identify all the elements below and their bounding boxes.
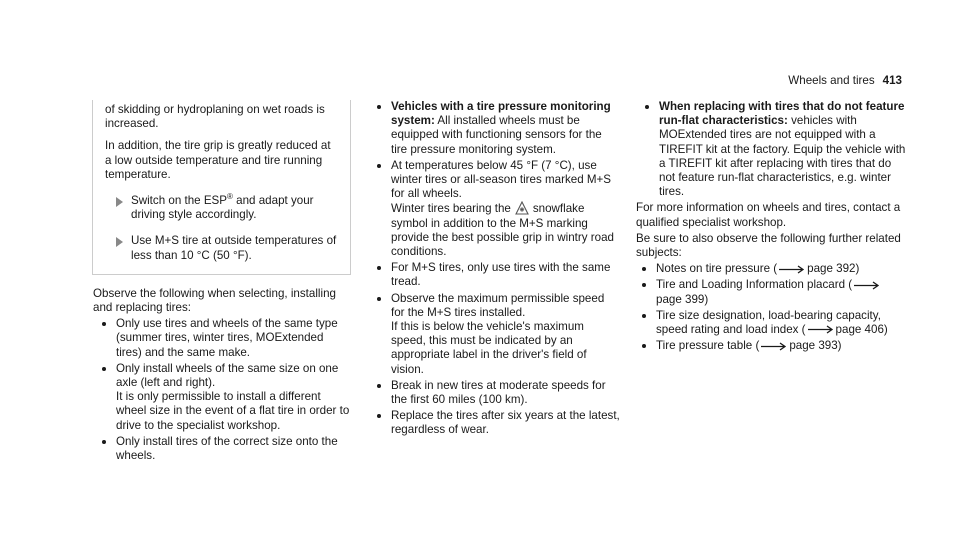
cross-reference-item[interactable] (636, 309, 906, 337)
reference-text: Tire pressure table ( (656, 339, 760, 353)
step-text: and adapt your driving style accordingly. (131, 194, 314, 222)
list-item-heading: When replacing with tires that do not feature run-flat characteristics: (659, 100, 905, 128)
list-item-text: For M+S tires, only use tires with the same tread. (391, 261, 611, 289)
list-item-text: Observe the maximum permissible speed for the M+S tires installed. (391, 291, 605, 319)
list-item (93, 435, 351, 463)
list-item-text: At temperatures below 45 °F (7 °C), use winter tires or all-season tires marked M+S for all wheels. (391, 158, 612, 201)
box-paragraph-1: of skidding or hydroplaning on wet roads is increased. (105, 103, 325, 131)
reference-text: Tire size designation, load-bearing capacity, speed rating and load index ( (656, 308, 881, 337)
action-step-1 (105, 194, 338, 222)
section-title: Wheels and tires (788, 74, 875, 87)
related-subjects-intro: Be sure to also observe the following further related subjects: (636, 231, 901, 260)
list-item-subtext: If this is below the vehicle's maximum speed, this must be indicated by an appropriate label in the driver's field of vision. (391, 320, 587, 376)
list-item-heading: Vehicles with a tire pressure monitoring system: (391, 100, 611, 128)
list-item (368, 261, 620, 289)
list-item-subtext (391, 201, 620, 259)
list-item-text: Break in new tires at moderate speeds for the first 60 miles (100 km). (391, 378, 606, 407)
bullet-icon (377, 105, 381, 109)
list-item-text: Only install tires of the correct size onto the wheels. (116, 434, 338, 463)
cross-reference-item[interactable] (636, 262, 906, 276)
cross-reference-item[interactable] (636, 278, 906, 306)
list-item (93, 362, 351, 433)
subtext-part: snowflake symbol in addition to the M+S marking provide the best possible grip in wintry road conditions. (391, 202, 614, 259)
list-item (368, 379, 620, 407)
reference-close: ) (855, 262, 860, 276)
list-item (368, 292, 620, 377)
arrow-right-icon (854, 281, 880, 290)
page-reference-link[interactable]: page 406 (835, 323, 884, 337)
bullet-icon (102, 322, 106, 326)
page-header (788, 74, 902, 88)
arrow-right-icon (761, 342, 787, 351)
list-item-text: Only use tires and wheels of the same type (summer tires, winter tires, MOExtended tires) and the same make. (116, 317, 338, 359)
box-paragraph-2: In addition, the tire grip is greatly reduced at a low outside temperature and tire running temperature. (105, 139, 331, 181)
list-item-subtext: It is only permissible to install a different wheel size in the event of a flat tire in order to drive to the specialist workshop. (116, 390, 350, 432)
bullet-icon (642, 267, 646, 271)
bullet-list (368, 100, 620, 438)
page-reference-link[interactable]: page 399 (656, 292, 705, 306)
step-text: Use M+S tire at outside temperatures of less than 10 °C (50 °F). (131, 234, 337, 262)
list-item (368, 100, 620, 157)
list-item (368, 409, 620, 437)
list-item-text: Replace the tires after six years at the latest, regardless of wear. (391, 409, 620, 437)
bullet-icon (377, 164, 381, 168)
cross-reference-item[interactable] (636, 339, 906, 353)
bullet-icon (642, 314, 646, 318)
reference-text: Notes on tire pressure ( (656, 262, 778, 276)
action-arrow-icon (116, 237, 123, 247)
arrow-right-icon (808, 325, 834, 334)
bullet-icon (642, 283, 646, 287)
bullet-icon (102, 440, 106, 444)
step-text: Switch on the ESP (131, 194, 228, 208)
list-item (368, 159, 620, 259)
bullet-icon (377, 384, 381, 388)
list-item (93, 317, 351, 360)
page-reference-link[interactable]: page 392 (807, 262, 856, 276)
bullet-icon (377, 414, 381, 418)
reference-close: ) (883, 323, 888, 337)
action-arrow-icon (116, 197, 123, 207)
reference-close: ) (837, 339, 842, 353)
warning-box (92, 100, 351, 275)
bullet-icon (377, 266, 381, 270)
cross-reference-list (636, 262, 906, 353)
page-reference-link[interactable]: page 393 (789, 339, 838, 353)
bullet-icon (642, 344, 646, 348)
reference-close: ) (704, 292, 709, 306)
bullet-icon (645, 105, 649, 109)
intro-paragraph: Observe the following when selecting, installing and replacing tires: (93, 286, 336, 315)
list-item (636, 100, 906, 199)
snowflake-mountain-icon (515, 201, 529, 215)
list-item-text: All installed wheels must be equipped with functioning sensors for the tire pressure monitoring system. (391, 114, 602, 156)
bullet-icon (102, 367, 106, 371)
column-right (636, 100, 906, 355)
action-step-2 (105, 234, 338, 262)
arrow-right-icon (779, 265, 805, 274)
info-paragraph: For more information on wheels and tires, contact a qualified specialist workshop. (636, 201, 901, 229)
bullet-list (636, 100, 906, 199)
column-middle (368, 100, 620, 440)
bullet-icon (377, 297, 381, 301)
bullet-list (93, 317, 351, 463)
list-item-text: Only install wheels of the same size on one axle (left and right). (116, 361, 339, 390)
list-item-text: vehicles with MOExtended tires are not equipped with a TIREFIT kit at the factory. Equip the vehicle with a TIREFIT kit after replacing with tires that do not feature run-flat characteristics, e.g. winter tires. (659, 114, 906, 199)
subtext-part: Winter tires bearing the (391, 202, 511, 216)
reference-text: Tire and Loading Information placard ( (656, 278, 853, 292)
column-left (93, 100, 351, 465)
page-number: 413 (882, 74, 902, 87)
registered-mark: ® (227, 192, 233, 202)
